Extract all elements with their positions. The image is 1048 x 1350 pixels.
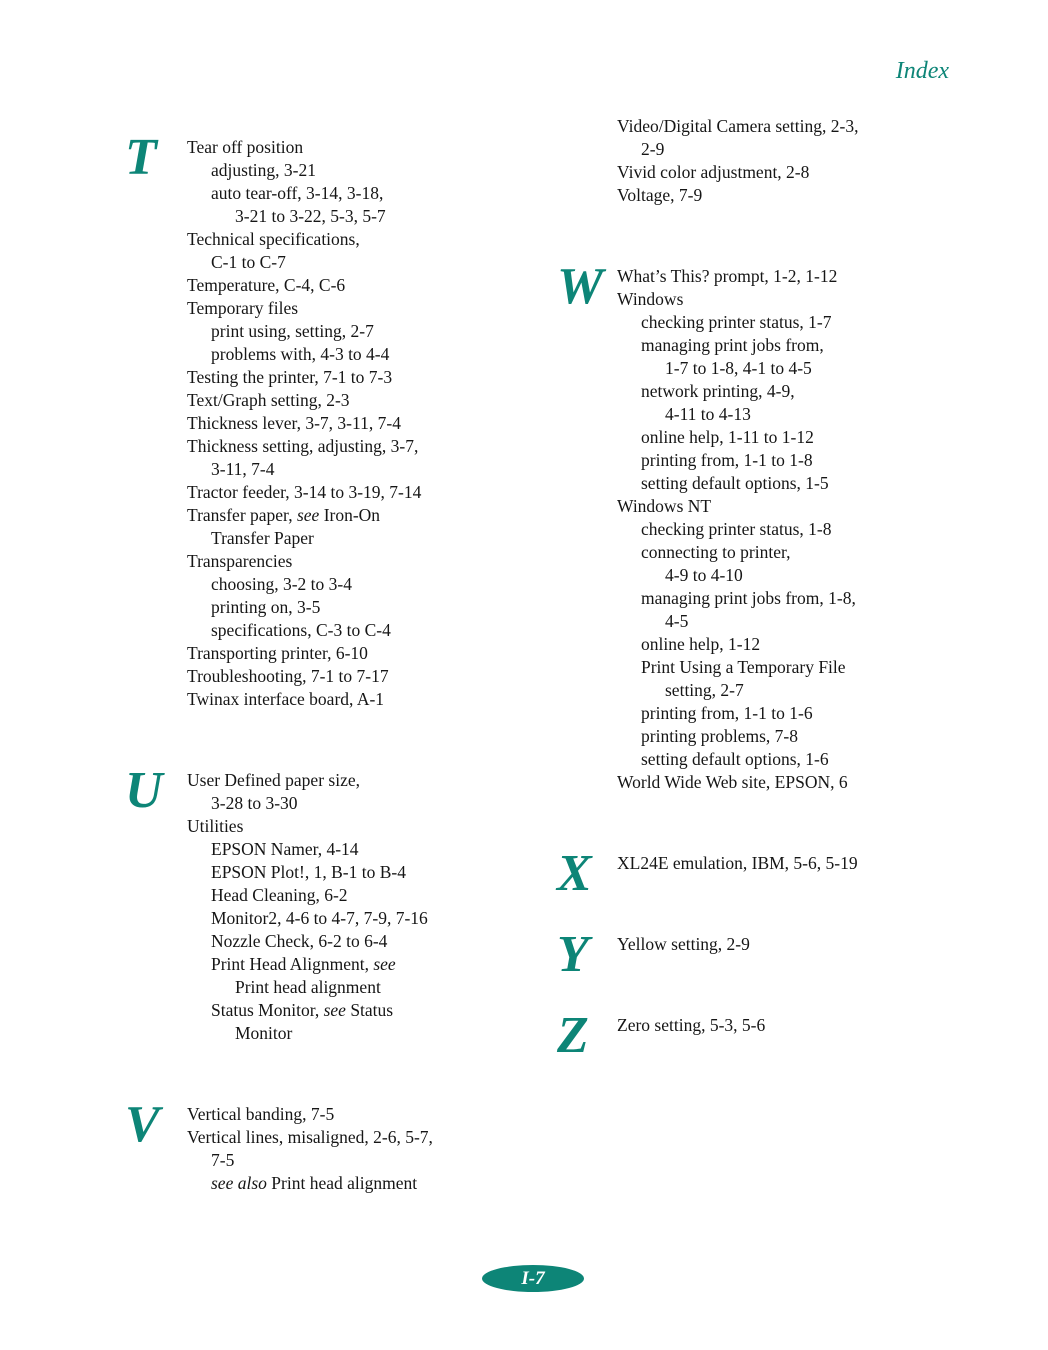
- index-entry: [187, 999, 555, 1022]
- section-letter: V: [125, 1096, 160, 1153]
- index-entry: managing print jobs from, 1-8,: [641, 588, 856, 608]
- index-entry: Print Using a Temporary File: [641, 657, 846, 677]
- section-entries: [617, 265, 1017, 794]
- index-entry: Testing the printer, 7-1 to 7-3: [187, 367, 393, 387]
- section-entries: [187, 136, 555, 711]
- index-section-Y: [557, 926, 1017, 983]
- index-entry: adjusting, 3-21: [211, 160, 316, 180]
- section-entries: [617, 115, 1017, 207]
- entry-text: Status: [345, 1000, 394, 1020]
- section-letter: U: [125, 762, 163, 819]
- section-letter: Z: [557, 1007, 589, 1064]
- index-entry: specifications, C-3 to C-4: [211, 620, 391, 640]
- index-entry: Transfer Paper: [211, 528, 314, 548]
- index-entry: printing on, 3-5: [211, 597, 321, 617]
- index-entry: checking printer status, 1-7: [641, 312, 832, 332]
- index-entry: network printing, 4-9,: [641, 381, 795, 401]
- index-entry: choosing, 3-2 to 3-4: [211, 574, 352, 594]
- index-entry: connecting to printer,: [641, 542, 791, 562]
- index-entry: 2-9: [641, 139, 665, 159]
- index-entry: Tear off position: [187, 137, 304, 157]
- index-entry: C-1 to C-7: [211, 252, 286, 272]
- index-section-W: [557, 258, 1017, 794]
- entry-text: Iron-On: [319, 505, 381, 525]
- index-entry: Monitor: [235, 1023, 293, 1043]
- index-section-V: [125, 1096, 555, 1195]
- section-entries: [617, 1014, 1017, 1037]
- index-entry: 3-11, 7-4: [211, 459, 275, 479]
- index-entry: 3-28 to 3-30: [211, 793, 298, 813]
- index-entry: 4-5: [665, 611, 689, 631]
- index-entry: Print head alignment: [235, 977, 381, 997]
- index-entry: World Wide Web site, EPSON, 6: [617, 772, 848, 792]
- entry-text: Print Head Alignment,: [211, 954, 374, 974]
- index-entry: Video/Digital Camera setting, 2-3,: [617, 116, 859, 136]
- index-entry: 4-11 to 4-13: [665, 404, 751, 424]
- section-letter: T: [125, 129, 157, 186]
- index-entry: Voltage, 7-9: [617, 185, 703, 205]
- index-entry: Thickness lever, 3-7, 3-11, 7-4: [187, 413, 401, 433]
- index-section-T: [125, 129, 555, 711]
- index-entry: Windows: [617, 289, 684, 309]
- section-entries: [617, 933, 1017, 956]
- index-entry: setting, 2-7: [665, 680, 744, 700]
- index-entry: EPSON Namer, 4-14: [211, 839, 359, 859]
- index-entry: XL24E emulation, IBM, 5-6, 5-19: [617, 853, 858, 873]
- index-entry: Vertical banding, 7-5: [187, 1104, 335, 1124]
- index-entry: printing from, 1-1 to 1-6: [641, 703, 813, 723]
- index-entry: 4-9 to 4-10: [665, 565, 743, 585]
- index-section-continued: [557, 115, 1017, 207]
- index-entry: Technical specifications,: [187, 229, 360, 249]
- index-entry: EPSON Plot!, 1, B-1 to B-4: [211, 862, 406, 882]
- index-entry: Temperature, C-4, C-6: [187, 275, 346, 295]
- index-entry: Thickness setting, adjusting, 3-7,: [187, 436, 419, 456]
- index-entry: What’s This? prompt, 1-2, 1-12: [617, 266, 838, 286]
- section-entries: [187, 1103, 555, 1195]
- index-entry: Head Cleaning, 6-2: [211, 885, 348, 905]
- index-entry: Vertical lines, misaligned, 2-6, 5-7,: [187, 1127, 433, 1147]
- index-entry: setting default options, 1-5: [641, 473, 829, 493]
- index-entry: online help, 1-12: [641, 634, 761, 654]
- index-entry: Monitor2, 4-6 to 4-7, 7-9, 7-16: [211, 908, 428, 928]
- index-entry: Transporting printer, 6-10: [187, 643, 368, 663]
- cross-reference-text: see: [296, 505, 320, 525]
- index-entry: setting default options, 1-6: [641, 749, 829, 769]
- index-entry: online help, 1-11 to 1-12: [641, 427, 814, 447]
- index-section-U: [125, 762, 555, 1045]
- index-entry: 1-7 to 1-8, 4-1 to 4-5: [665, 358, 812, 378]
- index-entry: print using, setting, 2-7: [211, 321, 374, 341]
- index-entry: Yellow setting, 2-9: [617, 934, 750, 954]
- index-entry: Transparencies: [187, 551, 293, 571]
- index-entry: [187, 1172, 555, 1195]
- section-entries: [617, 852, 1017, 875]
- index-entry: problems with, 4-3 to 4-4: [211, 344, 390, 364]
- index-entry: Tractor feeder, 3-14 to 3-19, 7-14: [187, 482, 422, 502]
- index-entry: auto tear-off, 3-14, 3-18,: [211, 183, 384, 203]
- index-column-right: [557, 115, 1017, 1064]
- index-entry: Twinax interface board, A-1: [187, 689, 385, 709]
- index-entry: 7-5: [211, 1150, 235, 1170]
- section-entries: [187, 769, 555, 1045]
- index-entry: Text/Graph setting, 2-3: [187, 390, 350, 410]
- index-entry: printing problems, 7-8: [641, 726, 798, 746]
- page-number-badge: [482, 1265, 584, 1292]
- index-entry: [187, 504, 555, 527]
- index-entry: Vivid color adjustment, 2-8: [617, 162, 810, 182]
- section-letter: Y: [557, 926, 589, 983]
- page-number: I-7: [521, 1267, 545, 1289]
- index-entry: Windows NT: [617, 496, 712, 516]
- entry-text: Status Monitor,: [211, 1000, 324, 1020]
- index-section-Z: [557, 1007, 1017, 1064]
- index-entry: Temporary files: [187, 298, 299, 318]
- index-entry: checking printer status, 1-8: [641, 519, 832, 539]
- cross-reference-text: see: [373, 954, 396, 974]
- cross-reference-text: see also: [211, 1173, 267, 1193]
- index-entry: 3-21 to 3-22, 5-3, 5-7: [235, 206, 386, 226]
- index-column-left: [125, 129, 555, 1195]
- index-entry: printing from, 1-1 to 1-8: [641, 450, 813, 470]
- index-entry: Utilities: [187, 816, 244, 836]
- index-entry: [187, 953, 555, 976]
- page-title: Index: [895, 58, 949, 84]
- index-entry: Zero setting, 5-3, 5-6: [617, 1015, 766, 1035]
- section-letter: X: [557, 845, 592, 902]
- section-letter: W: [557, 258, 604, 315]
- index-entry: managing print jobs from,: [641, 335, 824, 355]
- cross-reference-text: see: [323, 1000, 346, 1020]
- entry-text: Transfer paper,: [187, 505, 297, 525]
- index-entry: Nozzle Check, 6-2 to 6-4: [211, 931, 388, 951]
- entry-text: Print head alignment: [266, 1173, 418, 1193]
- index-section-X: [557, 845, 1017, 902]
- index-entry: User Defined paper size,: [187, 770, 360, 790]
- index-entry: Troubleshooting, 7-1 to 7-17: [187, 666, 389, 686]
